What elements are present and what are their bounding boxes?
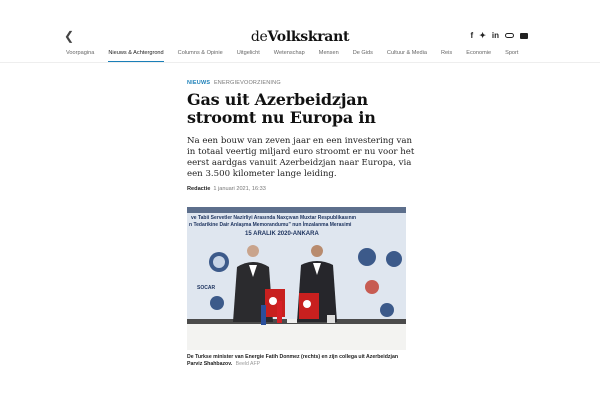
nav-item-uitgelicht[interactable]: Uitgelicht (236, 50, 260, 56)
banner-line-2: n Tedarikine Dair Anlaşma Memorandumu" nun İmzalanma Merasimi (189, 222, 352, 228)
top-bar (0, 0, 600, 48)
linkedin-icon[interactable]: in (491, 31, 499, 40)
article (187, 80, 417, 192)
banner-date: 15 ARALIK 2020-ANKARA (245, 231, 319, 237)
nav-item-nieuws-achtergrond[interactable]: Nieuws & Achtergrond (108, 50, 163, 62)
facebook-icon[interactable]: f (470, 31, 474, 40)
twitter-icon[interactable]: ✦ (479, 31, 486, 40)
socar-label: SOCAR (197, 285, 216, 291)
nav-item-sport[interactable]: Sport (505, 50, 519, 56)
timestamp: 1 januari 2021, 16:33 (213, 186, 266, 192)
nav-item-voorpagina[interactable]: Voorpagina (66, 50, 95, 56)
banner-line-1: ve Tabii Servetler Nazirliyi Arasında Naxçıvan Muxtar Respublikasının (191, 215, 357, 221)
site-logo[interactable]: deVolkskrant (250, 29, 350, 45)
topic-label[interactable]: ENERGIEVOORZIENING (213, 80, 281, 86)
nav-item-wetenschap[interactable]: Wetenschap (273, 50, 305, 56)
mail-icon[interactable] (520, 33, 528, 39)
nav-item-de-gids[interactable]: De Gids (352, 50, 373, 56)
author: Redactie (187, 186, 211, 192)
chevron-left-icon[interactable]: ❮ (64, 29, 75, 43)
link-icon[interactable] (505, 33, 514, 38)
article-headline: Gas uit Azerbeidzjan stroomt nu Europa in (187, 90, 376, 127)
nav-item-columns-opinie[interactable]: Columns & Opinie (177, 50, 223, 56)
nav-item-cultuur-media[interactable]: Cultuur & Media (386, 50, 428, 56)
photo-credit: Beeld AFP (235, 361, 261, 367)
nav-item-mensen[interactable]: Mensen (318, 50, 339, 56)
article-kicker (187, 80, 417, 86)
section-nav (66, 50, 532, 62)
nav-divider (0, 62, 600, 63)
byline (187, 186, 417, 192)
photo-caption (187, 354, 407, 368)
caption-text: De Turkse minister van Energie Fatih Donmez (rechts) en zijn collega uit Azerbeidzjan Parviz Shahbazov. (187, 354, 399, 367)
nav-item-economie[interactable]: Economie (466, 50, 492, 56)
article-lead: Na een bouw van zeven jaar en een investering van in totaal veertig miljard euro stroomt er nu voor het eerst aardgas vanuit Azerbeidzjan naar Europa, via een 3.500 kilometer lange leiding. (187, 136, 415, 179)
article-photo[interactable] (187, 207, 406, 350)
nav-item-reis[interactable]: Reis (441, 50, 453, 56)
section-label[interactable]: NIEUWS (187, 80, 211, 86)
social-share (471, 31, 528, 40)
photo-illustration (187, 207, 406, 350)
